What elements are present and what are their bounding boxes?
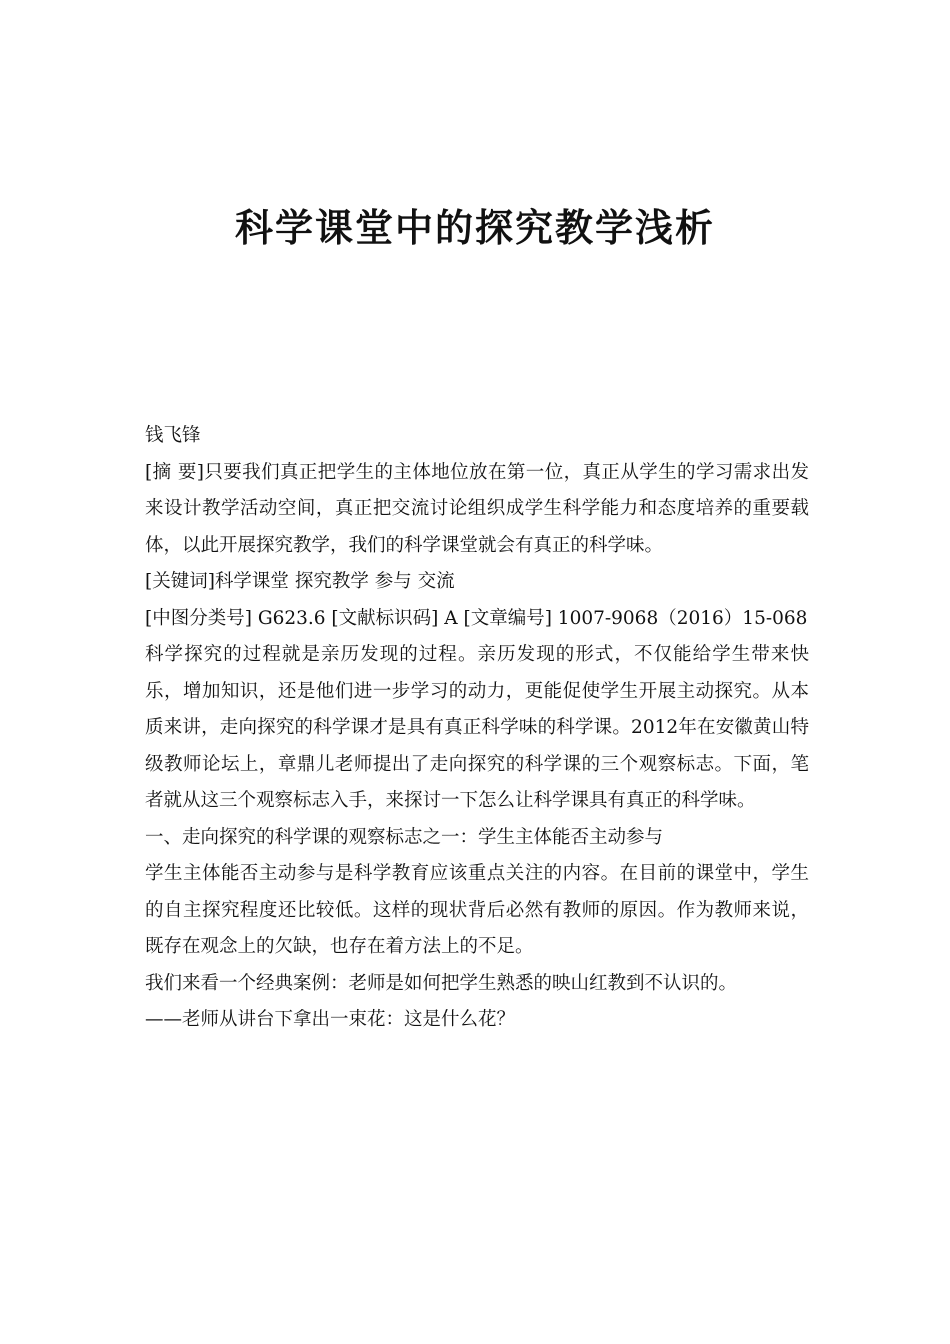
classification-line: [中图分类号] G623.6 [文献标识码] A [文章编号] 1007-9068（2016）15-068 xyxy=(145,607,808,629)
body-paragraph-section1: 学生主体能否主动参与是科学教育应该重点关注的内容。在目前的课堂中，学生的自主探究程度还比较低。这样的现状背后必然有教师的原因。作为教师来说，既存在观念上的欠缺，也存在着方法上的不足。 xyxy=(145,863,809,957)
body-paragraph-intro: 科学探究的过程就是亲历发现的过程。亲历发现的形式，不仅能给学生带来快乐，增加知识，还是他们进一步学习的动力，更能促使学生开展主动探究。从本质来讲，走向探究的科学课才是具有真正科学味的科学课。2012年在安徽黄山特级教师论坛上，章鼎儿老师提出了走向探究的科学课的三个观察标志。下面，笔者就从这三个观察标志入手，来探讨一下怎么让科学课具有真正的科学味。 xyxy=(145,644,809,811)
author-name: 钱飞锋 xyxy=(145,425,201,446)
abstract-paragraph: [摘 要]只要我们真正把学生的主体地位放在第一位，真正从学生的学习需求出发来设计教学活动空间，真正把交流讨论组织成学生科学能力和态度培养的重要载体，以此开展探究教学，我们的科学课堂就会有真正的科学味。 xyxy=(145,461,809,556)
section-heading-1: 一、走向探究的科学课的观察标志之一：学生主体能否主动参与 xyxy=(145,826,664,848)
body-paragraph-dialogue: ——老师从讲台下拿出一束花：这是什么花？ xyxy=(145,1009,516,1030)
body-paragraph-case: 我们来看一个经典案例：老师是如何把学生熟悉的映山红教到不认识的。 xyxy=(145,972,738,994)
document-body xyxy=(145,418,809,1039)
keywords-line: [关键词]科学课堂 探究教学 参与 交流 xyxy=(145,571,455,592)
document-title: 科学课堂中的探究教学浅析 xyxy=(234,205,715,250)
